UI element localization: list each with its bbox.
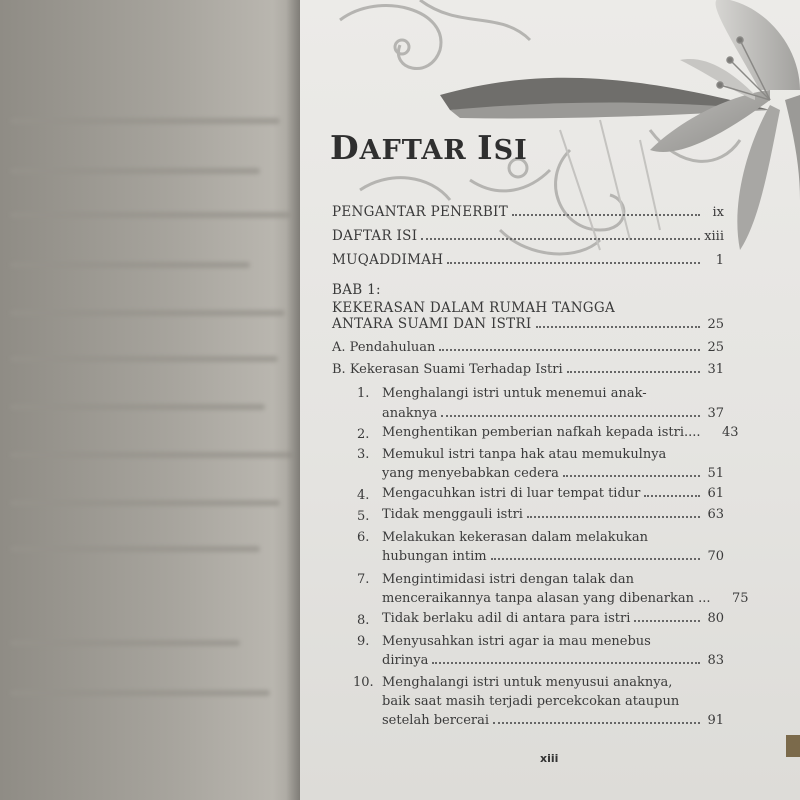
page-number: xiii: [540, 752, 559, 765]
item-title-line: Memukul istri tanpa hak atau memukulnya: [382, 447, 667, 462]
item-number: 8.: [357, 613, 370, 628]
page-ref: 51: [707, 466, 724, 481]
page-ref: 31: [707, 362, 724, 377]
page-ref: 61: [707, 486, 724, 501]
toc-item-5[interactable]: [332, 507, 724, 522]
item-number: 6.: [357, 530, 370, 545]
item-title-line: Menghentikan pemberian nafkah kepada istri....: [382, 425, 701, 440]
toc-entry-a[interactable]: [332, 340, 724, 355]
toc-item-6[interactable]: [332, 549, 724, 564]
page-ref: xiii: [704, 229, 724, 244]
item-title-line: baik saat masih terjadi percekcokan ataupun: [382, 694, 680, 709]
dot-leader: [567, 371, 700, 373]
item-title-line: Mengintimidasi istri dengan talak dan: [382, 572, 634, 587]
dot-leader: [644, 495, 700, 497]
item-number: 5.: [357, 509, 370, 524]
item-number: 9.: [357, 634, 370, 649]
toc-entry-pengantar[interactable]: [332, 204, 724, 220]
item-number: 2.: [357, 427, 370, 442]
page-ref: 80: [707, 611, 724, 626]
page-ref: 25: [707, 340, 724, 355]
toc-item-9[interactable]: [332, 653, 724, 668]
item-title-line: yang menyebabkan cedera: [382, 466, 559, 481]
dot-leader: [563, 475, 700, 477]
toc-item-8[interactable]: [332, 611, 724, 626]
dot-leader: [634, 620, 700, 622]
page-title: DAFTAR ISI: [330, 128, 528, 167]
entry-title: PENGANTAR PENERBIT: [332, 204, 508, 220]
item-title-line: hubungan intim: [382, 549, 487, 564]
page-ref: 63: [707, 507, 724, 522]
toc-entry-b[interactable]: [332, 362, 724, 377]
item-title-line: Menghalangi istri untuk menemui anak-: [382, 386, 647, 401]
item-title-line: setelah bercerai: [382, 713, 490, 728]
facing-page: [0, 0, 310, 800]
chapter-label: BAB 1:: [332, 282, 381, 298]
dot-leader: [493, 722, 700, 724]
toc-entry-daftar-isi[interactable]: [332, 228, 724, 244]
dot-leader: [536, 326, 700, 328]
page-ref: 25: [707, 317, 724, 332]
entry-title: B. Kekerasan Suami Terhadap Istri: [332, 362, 563, 377]
dot-leader: [432, 662, 700, 664]
toc-item-2[interactable]: [332, 425, 739, 440]
page-ref: 83: [707, 653, 724, 668]
item-title-line: menceraikannya tanpa alasan yang dibenarkan ...: [382, 591, 711, 606]
toc-item-10[interactable]: [332, 713, 724, 728]
dot-leader: [491, 558, 700, 560]
item-number: 1.: [357, 386, 370, 401]
dot-leader: [421, 238, 700, 240]
item-title-line: Melakukan kekerasan dalam melakukan: [382, 530, 648, 545]
dot-leader: [441, 415, 700, 417]
dot-leader: [512, 214, 700, 216]
page-ref: 75: [731, 591, 749, 606]
toc-item-1[interactable]: [332, 406, 724, 421]
item-title-line: Tidak menggauli istri: [382, 507, 523, 522]
page-ref: 91: [707, 713, 724, 728]
chapter-title-line: ANTARA SUAMI DAN ISTRI: [332, 316, 532, 332]
dot-leader: [447, 262, 700, 264]
page-ref: ix: [712, 205, 724, 220]
item-title-line: anaknya: [382, 406, 438, 421]
item-title-line: Tidak berlaku adil di antara para istri: [382, 611, 631, 626]
item-title-line: dirinya: [382, 653, 429, 668]
entry-title: A. Pendahuluan: [332, 340, 436, 355]
item-number: 7.: [357, 572, 370, 587]
chapter-title-line: KEKERASAN DALAM RUMAH TANGGA: [332, 300, 616, 316]
toc-item-3[interactable]: [332, 466, 724, 481]
item-number: 3.: [357, 447, 370, 462]
toc-item-7[interactable]: [332, 591, 749, 606]
page-ref: 70: [707, 549, 724, 564]
toc-entry-bab1[interactable]: [332, 316, 724, 332]
dot-leader: [527, 516, 700, 518]
item-title-line: Menyusahkan istri agar ia mau menebus: [382, 634, 651, 649]
toc-entry-muqaddimah[interactable]: [332, 252, 724, 268]
dot-leader: [439, 349, 700, 351]
toc-item-4[interactable]: [332, 486, 724, 501]
page-ref: 37: [707, 406, 724, 421]
page-ref: 1: [715, 253, 724, 268]
entry-title: DAFTAR ISI: [332, 228, 418, 244]
item-title-line: Mengacuhkan istri di luar tempat tidur: [382, 486, 641, 501]
page-edge-mark: [786, 735, 800, 757]
entry-title: MUQADDIMAH: [332, 252, 444, 268]
page-ref: 43: [721, 425, 739, 440]
item-title-line: Menghalangi istri untuk menyusui anaknya,: [382, 675, 673, 690]
item-number: 4.: [357, 488, 370, 503]
item-number: 10.: [353, 675, 374, 690]
